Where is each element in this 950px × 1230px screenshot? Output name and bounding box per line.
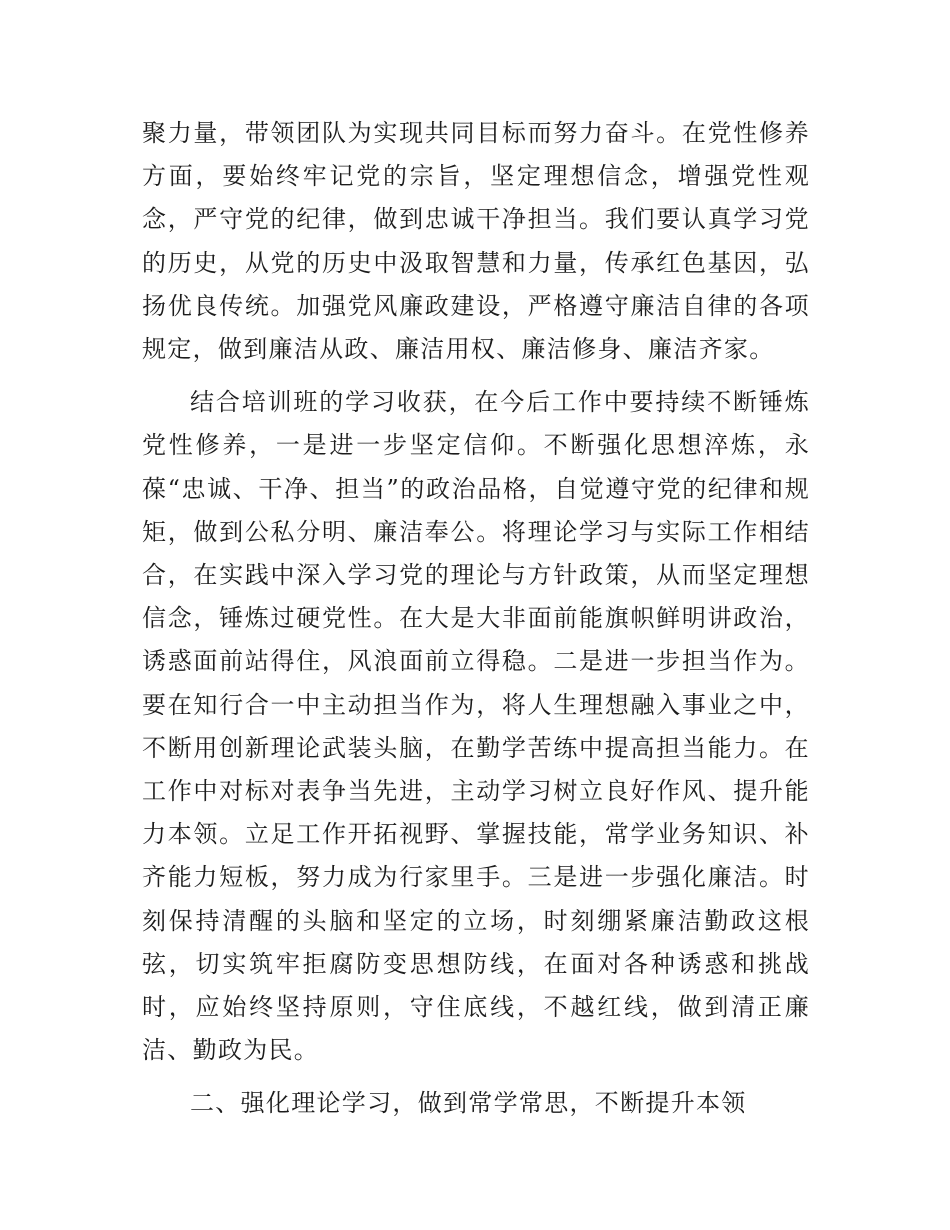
section-heading: 二、强化理论学习，做到常学常思，不断提升本领 <box>190 1089 747 1118</box>
paragraph-party-spirit: 结合培训班的学习收获，在今后工作中要持续不断锤炼党性修养，一是进一步坚定信仰。不断强化思想淬炼，永葆“忠诚、干净、担当”的政治品格，自觉遵守党的纪律和规矩，做到公私分明、廉洁奉公。将理论学习与实际工作相结合，在实践中深入学习党的理论与方针政策，从而坚定理想信念，锤炼过硬党性。在大是大非面前能旗帜鲜明讲政治，诱惑面前站得住，风浪面前立得稳。二是进一步担当作为。要在知行合一中主动担当作为，将人生理想融入事业之中，不断用创新理论武装头脑，在勤学苦练中提高担当能力。在工作中对标对表争当先进，主动学习树立良好作风、提升能力本领。立足工作开拓视野、掌握技能，常学业务知识、补齐能力短板，努力成为行家里手。三是进一步强化廉洁。时刻保持清醒的头脑和坚定的立场，时刻绷紧廉洁勤政这根弦，切实筑牢拒腐防变思想防线，在面对各种诱惑和挑战时，应始终坚持原则，守住底线，不越红线，做到清正廉洁、勤政为民。 <box>142 388 810 1065</box>
document-body <box>142 112 810 1126</box>
paragraph-continuation: 聚力量，带领团队为实现共同目标而努力奋斗。在党性修养方面，要始终牢记党的宗旨，坚定理想信念，增强党性观念，严守党的纪律，做到忠诚干净担当。我们要认真学习党的历史，从党的历史中汲取智慧和力量，传承红色基因，弘扬优良传统。加强党风廉政建设，严格遵守廉洁自律的各项规定，做到廉洁从政、廉洁用权、廉洁修身、廉洁齐家。 <box>142 119 810 364</box>
